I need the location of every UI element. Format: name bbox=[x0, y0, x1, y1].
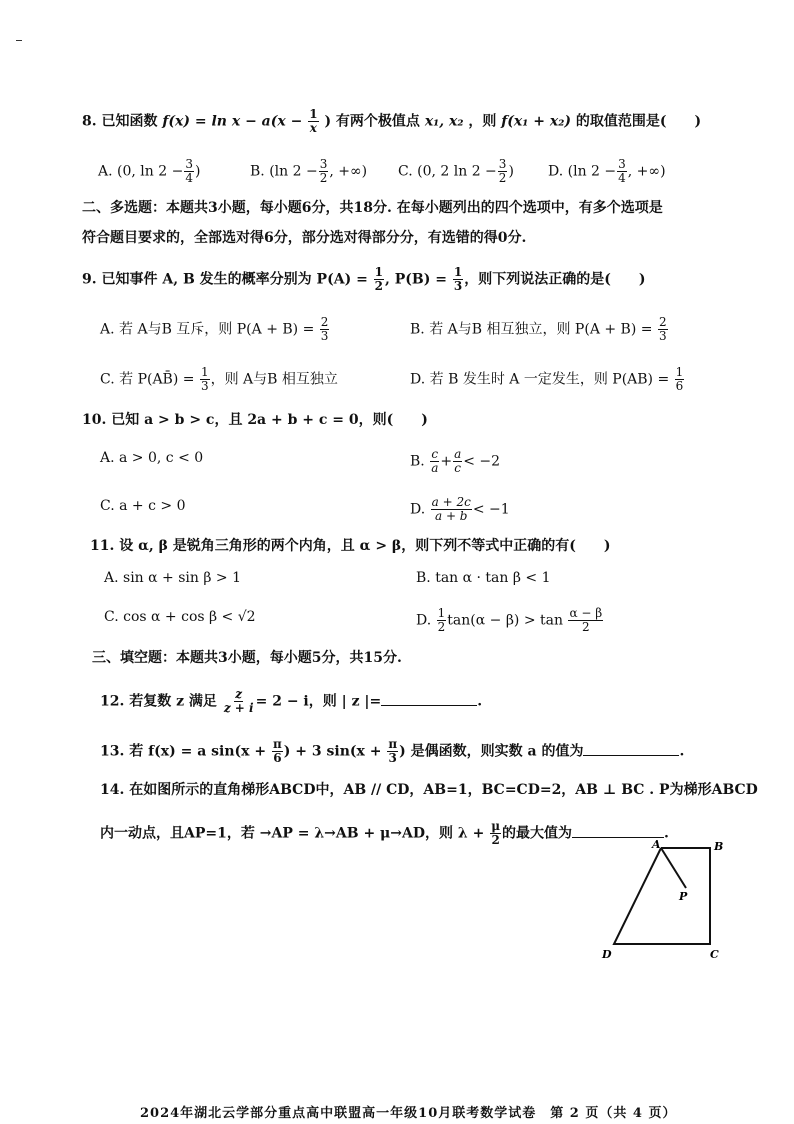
frac-num: 1 bbox=[374, 265, 384, 279]
q8-option-d bbox=[548, 158, 666, 185]
option-fraction bbox=[184, 158, 194, 185]
option-fraction bbox=[319, 158, 329, 185]
plus-sign: + bbox=[440, 453, 453, 470]
q10-option-d bbox=[410, 496, 510, 523]
q9-stem-text: 9. 已知事件 A, B 发生的概率分别为 P(A) = bbox=[82, 271, 368, 288]
option-text-end: ) bbox=[508, 163, 514, 180]
frac-den: 2 bbox=[582, 620, 590, 634]
q12-stem bbox=[100, 688, 482, 715]
trapezoid-figure bbox=[596, 836, 736, 964]
option-text: C. 若 P(AB̄) = bbox=[100, 371, 195, 388]
q9-stem-text2: , P(B) = bbox=[385, 271, 447, 288]
option-fraction bbox=[320, 316, 330, 343]
frac-num: 1 bbox=[309, 107, 318, 121]
option-label: D. bbox=[410, 501, 426, 518]
vertex-d-label: D bbox=[602, 948, 612, 961]
scan-mark bbox=[16, 40, 22, 41]
q11-option-d bbox=[416, 607, 604, 634]
q13-stem-text: 13. 若 f(x) = a sin(x + bbox=[100, 743, 267, 760]
q10-option-c: C. a + c > 0 bbox=[100, 498, 186, 514]
option-text-end: ，则 A与B 相互独立 bbox=[210, 371, 338, 388]
frac-num: a + 2c bbox=[431, 495, 471, 509]
frac-num: z bbox=[235, 687, 243, 701]
option-text: (0, 2 ln 2 − bbox=[417, 163, 497, 180]
frac-num: a bbox=[454, 447, 462, 461]
frac-den: 6 bbox=[273, 751, 282, 765]
option-fraction bbox=[658, 316, 668, 343]
q8-stem-text2: ) 有两个极值点 bbox=[324, 113, 420, 130]
q10-option-a: A. a > 0, c < 0 bbox=[100, 450, 204, 466]
segment-ap bbox=[661, 848, 686, 888]
q8-expr: f(x₁ + x₂) bbox=[501, 113, 571, 130]
q8-stem bbox=[82, 108, 701, 135]
q9-option-c bbox=[100, 366, 338, 393]
frac-num: 3 bbox=[185, 157, 193, 171]
option-text: (ln 2 − bbox=[269, 163, 318, 180]
q9-fraction1 bbox=[374, 266, 384, 293]
frac-den: a + b bbox=[434, 509, 468, 523]
option-text-end: < −2 bbox=[463, 453, 501, 470]
option-fraction bbox=[431, 496, 472, 523]
q8-fraction bbox=[308, 108, 318, 135]
frac-num: 1 bbox=[453, 265, 463, 279]
frac-den: 3 bbox=[453, 279, 463, 293]
section2-line2: 符合题目要求的，全部选对得6分，部分选对得部分分，有选错的得0分. bbox=[82, 230, 527, 246]
frac-num: 1 bbox=[675, 365, 684, 379]
q11-option-a: A. sin α + sin β > 1 bbox=[104, 570, 241, 586]
q12-stem-text2: = 2 − i，则 | z |= bbox=[255, 693, 382, 710]
q10-stem: 10. 已知 a > b > c，且 2a + b + c = 0，则( ) bbox=[82, 412, 428, 428]
q9-stem-text3: ，则下列说法正确的是( ) bbox=[464, 271, 646, 288]
frac-num: μ bbox=[491, 819, 501, 833]
q13-fraction1 bbox=[272, 738, 283, 765]
q14-line2 bbox=[100, 820, 669, 847]
q13-stem-text2: ) + 3 sin(x + bbox=[283, 743, 382, 760]
q9-stem bbox=[82, 266, 645, 293]
q8-points: x₁, x₂ bbox=[424, 113, 464, 130]
option-fraction bbox=[453, 448, 462, 475]
q12-answer-blank[interactable] bbox=[381, 691, 477, 706]
q11-stem: 11. 设 α, β 是锐角三角形的两个内角，且 α > β，则下列不等式中正确的有( ) bbox=[90, 538, 611, 554]
option-text-end: , +∞) bbox=[627, 163, 666, 180]
frac-num: 3 bbox=[319, 157, 328, 171]
vertex-a-label: A bbox=[652, 838, 661, 851]
q8-stem-text4: 的取值范围是( ) bbox=[575, 113, 702, 130]
option-label: D. bbox=[416, 612, 432, 629]
option-fraction bbox=[675, 366, 685, 393]
option-label: B. bbox=[410, 453, 425, 470]
q13-stem-text3: ) 是偶函数，则实数 a 的值为 bbox=[399, 743, 584, 760]
q9-fraction2 bbox=[453, 266, 463, 293]
frac-num: 1 bbox=[200, 365, 209, 379]
frac-den: 3 bbox=[320, 329, 329, 343]
option-text: tan(α − β) > tan bbox=[447, 612, 563, 629]
option-text-end: < −1 bbox=[472, 501, 510, 518]
frac-den: z + i bbox=[223, 701, 254, 715]
frac-den: 2 bbox=[498, 171, 507, 185]
q14-stem-text2: 的最大值为 bbox=[502, 825, 573, 842]
q11-option-b: B. tan α · tan β < 1 bbox=[416, 570, 551, 586]
q11-option-c: C. cos α + cos β < √2 bbox=[104, 609, 256, 625]
q8-stem-text: 8. 已知函数 bbox=[82, 113, 158, 130]
section2-line1: 二、多选题：本题共3小题，每小题6分，共18分. 在每小题列出的四个选项中，有多个选项是 bbox=[82, 200, 663, 216]
frac-num: 3 bbox=[618, 157, 626, 171]
point-p-label: P bbox=[679, 890, 688, 903]
page-footer: 2024年湖北云学部分重点高中联盟高一年级10月联考数学试卷 第 2 页（共 4 页） bbox=[140, 1106, 677, 1121]
frac-den: 3 bbox=[388, 751, 397, 765]
option-text: (ln 2 − bbox=[567, 163, 617, 180]
option-fraction bbox=[200, 366, 210, 393]
q12-fraction bbox=[223, 688, 255, 715]
frac-den: 6 bbox=[675, 379, 684, 393]
option-fraction bbox=[568, 607, 603, 634]
q14-stem-text: 内一动点，且AP=1，若 →AP = λ→AB + μ→AD，则 λ + bbox=[100, 825, 485, 842]
q8-function: f(x) = ln x − a(x − bbox=[162, 113, 303, 130]
option-text-end: , +∞) bbox=[329, 163, 368, 180]
frac-num: 2 bbox=[658, 315, 667, 329]
q8-stem-text3: ，则 bbox=[468, 113, 497, 130]
q13-fraction2 bbox=[387, 738, 398, 765]
frac-den: 4 bbox=[185, 171, 193, 185]
option-label: D. bbox=[548, 163, 564, 180]
q10-option-b bbox=[410, 448, 500, 475]
q13-end: . bbox=[679, 743, 685, 760]
q13-stem bbox=[100, 738, 684, 765]
option-label: C. bbox=[398, 163, 413, 180]
frac-den: 2 bbox=[374, 279, 384, 293]
q14-line1: 14. 在如图所示的直角梯形ABCD中，AB // CD，AB=1，BC=CD=2，AB ⊥ BC . P为梯形ABCD bbox=[100, 782, 758, 798]
frac-den: a bbox=[431, 461, 439, 475]
q13-answer-blank[interactable] bbox=[583, 741, 679, 756]
frac-num: c bbox=[431, 447, 439, 461]
q9-option-b bbox=[410, 316, 669, 343]
frac-num: 1 bbox=[437, 606, 446, 620]
frac-den: 3 bbox=[658, 329, 667, 343]
frac-num: 3 bbox=[498, 157, 507, 171]
q9-option-a bbox=[100, 316, 330, 343]
q12-end: . bbox=[477, 693, 483, 710]
frac-num: π bbox=[388, 737, 398, 751]
option-fraction bbox=[498, 158, 508, 185]
trapezoid-outline bbox=[614, 848, 710, 944]
frac-den: 2 bbox=[437, 620, 446, 634]
vertex-b-label: B bbox=[714, 840, 724, 853]
section3-heading: 三、填空题：本题共3小题，每小题5分，共15分. bbox=[92, 650, 402, 666]
option-text: B. 若 A与B 相互独立，则 P(A + B) = bbox=[410, 321, 653, 338]
q9-option-d bbox=[410, 366, 685, 393]
frac-den: 2 bbox=[491, 833, 500, 847]
frac-den: c bbox=[454, 461, 462, 475]
q14-fraction bbox=[490, 820, 501, 847]
frac-num: 2 bbox=[320, 315, 329, 329]
frac-den: x bbox=[309, 121, 317, 135]
option-label: A. bbox=[98, 163, 113, 180]
frac-num: π bbox=[272, 737, 282, 751]
frac-num: α − β bbox=[569, 606, 603, 620]
option-text: D. 若 B 发生时 A 一定发生，则 P(AB) = bbox=[410, 371, 670, 388]
frac-den: 3 bbox=[200, 379, 209, 393]
option-text-end: ) bbox=[194, 163, 201, 180]
q14-end: . bbox=[664, 825, 669, 842]
frac-den: 2 bbox=[319, 171, 328, 185]
q8-option-a bbox=[98, 158, 200, 185]
vertex-c-label: C bbox=[710, 948, 719, 961]
q12-stem-text: 12. 若复数 z 满足 bbox=[100, 693, 217, 710]
option-text: A. 若 A与B 互斥，则 P(A + B) = bbox=[100, 321, 315, 338]
option-fraction bbox=[437, 607, 447, 634]
q8-option-c bbox=[398, 158, 514, 185]
option-label: B. bbox=[250, 163, 265, 180]
option-fraction bbox=[617, 158, 627, 185]
q8-option-b bbox=[250, 158, 367, 185]
frac-den: 4 bbox=[618, 171, 626, 185]
option-text: (0, ln 2 − bbox=[117, 163, 184, 180]
option-fraction bbox=[430, 448, 439, 475]
